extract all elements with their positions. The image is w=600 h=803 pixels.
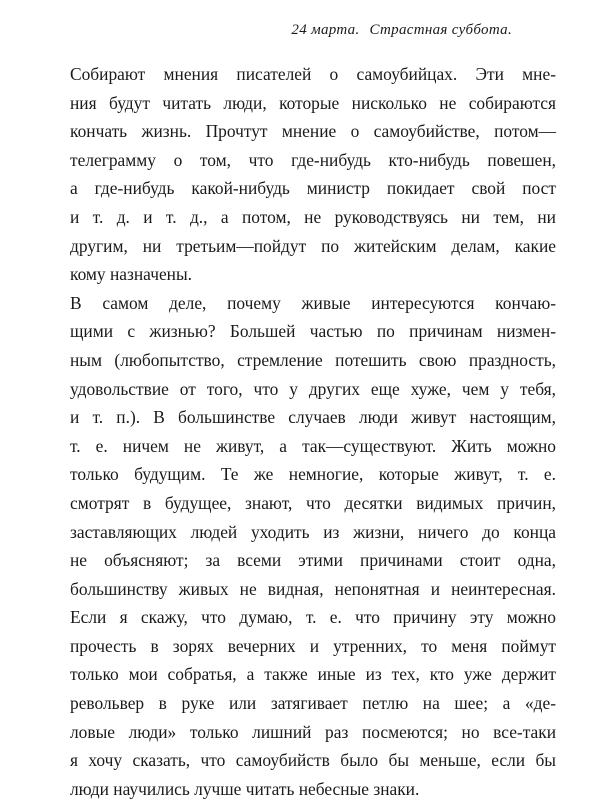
text-line: прочесть в зорях вечерних и утренних, то меня поймут xyxy=(70,635,556,656)
text-line: люди научились лучше читать небесные знаки. xyxy=(70,778,420,799)
paragraph-2 xyxy=(70,289,556,803)
text-line: кому назначены. xyxy=(70,264,193,285)
text-line: и т. д. и т. д., а потом, не руководствуясь ни тем, ни xyxy=(70,206,556,227)
text-line: только мои собратья, а также иные из тех, кто уже держит xyxy=(70,664,556,685)
text-line: большинству живых не видная, непонятная и неинтересная. xyxy=(70,578,556,599)
text-line: только будущим. Те же немногие, которые живут, т. е. xyxy=(70,464,556,485)
text-line: я хочу сказать, что самоубийств было бы меньше, если бы xyxy=(70,750,556,771)
running-head xyxy=(291,22,512,39)
paragraph-1 xyxy=(70,60,556,289)
running-head-title: Страстная суббота. xyxy=(369,22,512,38)
text-line: В самом деле, почему живые интересуются кончаю- xyxy=(70,292,556,313)
text-line: а где-нибудь какой-нибудь министр покидает свой пост xyxy=(70,178,556,199)
text-line: другим, ни третьим—пойдут по житейским делам, какие xyxy=(70,235,556,256)
text-line: Если я скажу, что думаю, т. е. что причину эту можно xyxy=(70,607,556,628)
text-line: ния будут читать люди, которые нисколько не собираются xyxy=(70,92,556,113)
text-line: ловые люди» только лишний раз посмеются; но все-таки xyxy=(70,721,556,742)
text-line: револьвер в руке или затягивает петлю на шее; а «де- xyxy=(70,693,556,714)
body-text xyxy=(70,60,556,803)
text-line: не объясняют; за всеми этими причинами стоит одна, xyxy=(70,550,556,571)
text-line: щими с жизнью? Большей частью по причинам низмен- xyxy=(70,321,556,342)
text-line: удовольствие от того, что у других еще хуже, чем у тебя, xyxy=(70,378,556,399)
text-line: т. е. ничем не живут, а так—существуют. Жить можно xyxy=(70,435,556,456)
text-line: смотрят в будущее, знают, что десятки видимых причин, xyxy=(70,492,556,513)
text-line: заставляющих людей уходить из жизни, ничего до конца xyxy=(70,521,556,542)
text-line: Собирают мнения писателей о самоубийцах. Эти мне- xyxy=(70,64,556,84)
running-head-date: 24 марта. xyxy=(291,22,360,38)
text-line: кончать жизнь. Прочтут мнение о самоубийстве, потом— xyxy=(70,121,556,142)
text-line: и т. п.). В большинстве случаев люди живут настоящим, xyxy=(70,407,556,428)
text-line: ным (любопытство, стремление потешить свою праздность, xyxy=(70,349,556,370)
text-line: телеграмму о том, что где-нибудь кто-нибудь повешен, xyxy=(70,149,556,170)
